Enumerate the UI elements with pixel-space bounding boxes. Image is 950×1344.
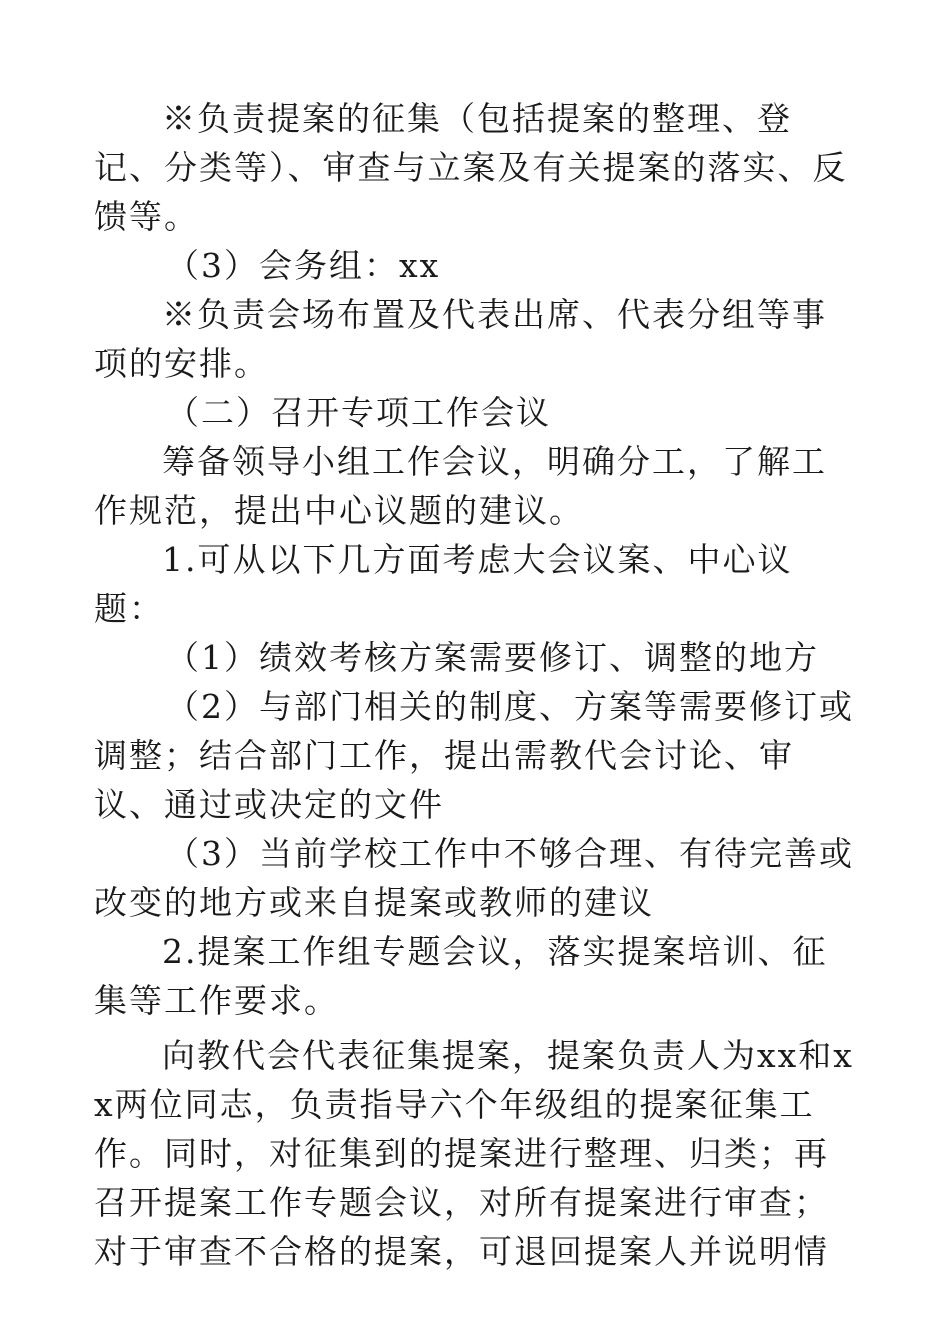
paragraph-proposal-collection: 向教代会代表征集提案，提案负责人为xx和xx两位同志，负责指导六个年级组的提案征集工作。同时，对征集到的提案进行整理、归类；再召开提案工作专题会议，对所有提案进行审查；对于审查不合格的提案，可退回提案人并说明情 bbox=[94, 1036, 854, 1271]
paragraph-proposal-duties: ※负责提案的征集（包括提案的整理、登记、分类等）、审查与立案及有关提案的落实、反馈等。 bbox=[94, 99, 848, 236]
paragraph-meeting-duties: ※负责会场布置及代表出席、代表分组等事项的安排。 bbox=[94, 295, 827, 383]
section-heading-special-meeting: （二）召开专项工作会议 bbox=[166, 393, 551, 432]
document-page bbox=[94, 94, 854, 1276]
sub-item-3-improvements: （3）当前学校工作中不够合理、有待完善或改变的地方或来自提案或教师的建议 bbox=[94, 834, 854, 922]
paragraph-meeting-group: （3）会务组：xx bbox=[166, 246, 441, 285]
list-item-1-agenda: 1.可从以下几方面考虑大会议案、中心议题： bbox=[94, 540, 793, 628]
paragraph-leadership-meeting: 筹备领导小组工作会议，明确分工，了解工作规范，提出中心议题的建议。 bbox=[94, 442, 827, 530]
sub-item-2-regulations: （2）与部门相关的制度、方案等需要修订或调整；结合部门工作，提出需教代会讨论、审议、通过或决定的文件 bbox=[94, 687, 854, 824]
list-item-2-proposal-meeting: 2.提案工作组专题会议，落实提案培训、征集等工作要求。 bbox=[94, 932, 828, 1020]
sub-item-1-performance: （1）绩效考核方案需要修订、调整的地方 bbox=[166, 638, 819, 677]
